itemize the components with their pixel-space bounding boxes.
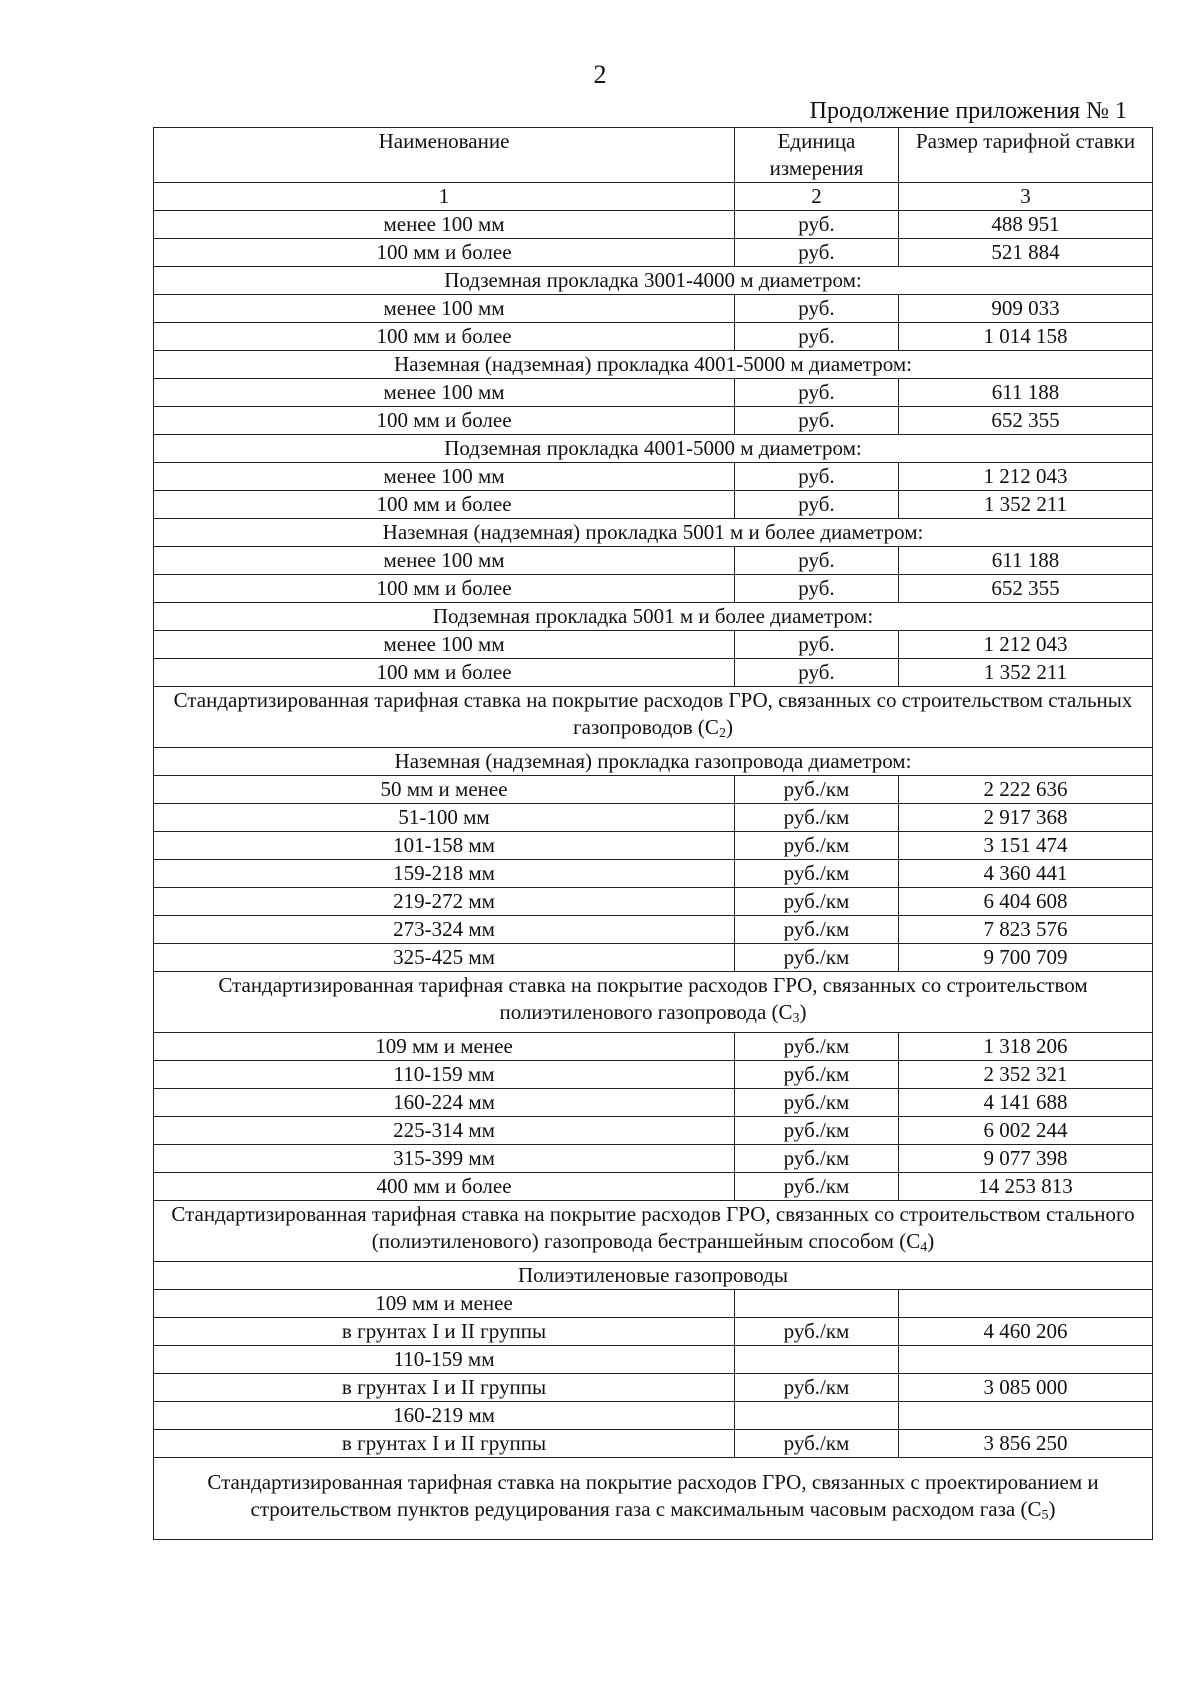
row-value: 1 014 158: [899, 323, 1153, 351]
section-row: [154, 1262, 1153, 1290]
row-unit: руб./км: [735, 1173, 899, 1201]
row-value: 4 141 688: [899, 1089, 1153, 1117]
row-value: 9 077 398: [899, 1145, 1153, 1173]
row-value: 611 188: [899, 547, 1153, 575]
row-value: 1 318 206: [899, 1033, 1153, 1061]
table-row: [154, 211, 1153, 239]
row-unit: руб./км: [735, 944, 899, 972]
section-heading: [154, 1458, 1153, 1540]
row-name: менее 100 мм: [154, 295, 735, 323]
row-value: [899, 1290, 1153, 1318]
row-value: 652 355: [899, 575, 1153, 603]
table-row: [154, 832, 1153, 860]
row-name: менее 100 мм: [154, 463, 735, 491]
row-name: 100 мм и более: [154, 659, 735, 687]
row-unit: руб.: [735, 491, 899, 519]
section-text: Стандартизированная тарифная ставка на покрытие расходов ГРО, связанных со строительством стальных газопроводов (С: [173, 688, 1133, 739]
row-unit: руб./км: [735, 888, 899, 916]
table-row: [154, 239, 1153, 267]
row-name: 50 мм и менее: [154, 776, 735, 804]
row-name: 325-425 мм: [154, 944, 735, 972]
row-unit: руб./км: [735, 776, 899, 804]
section-row: [154, 748, 1153, 776]
section-tail: ): [725, 715, 733, 739]
column-number: 3: [899, 183, 1153, 211]
section-row: [154, 519, 1153, 547]
section-text: Стандартизированная тарифная ставка на покрытие расходов ГРО, связанных со строительством стального (полиэтиленового) газопровода бестраншейным способом (С: [171, 1202, 1135, 1253]
table-row: [154, 916, 1153, 944]
table-row: [154, 1145, 1153, 1173]
table-row: [154, 944, 1153, 972]
section-heading: [154, 687, 1153, 748]
table-row: [154, 804, 1153, 832]
row-unit: руб./км: [735, 804, 899, 832]
section-text: Подземная прокладка 5001 м и более диаметром:: [432, 604, 874, 628]
section-text: Полиэтиленовые газопроводы: [518, 1263, 788, 1287]
row-value: 1 352 211: [899, 491, 1153, 519]
row-unit: руб.: [735, 379, 899, 407]
section-tail: ): [927, 1229, 935, 1253]
row-name: 109 мм и менее: [154, 1033, 735, 1061]
row-unit: руб.: [735, 323, 899, 351]
continuation-label: Продолжение приложения № 1: [809, 98, 1127, 124]
column-number-row: [154, 183, 1153, 211]
table-row: [154, 1402, 1153, 1430]
row-value: 4 460 206: [899, 1318, 1153, 1346]
row-name: 159-218 мм: [154, 860, 735, 888]
row-value: 1 352 211: [899, 659, 1153, 687]
section-heading: [154, 972, 1153, 1033]
section-subscript: 5: [1041, 1507, 1049, 1523]
table-row: [154, 323, 1153, 351]
section-text: Подземная прокладка 3001-4000 м диаметром:: [444, 268, 862, 292]
table-row: [154, 1430, 1153, 1458]
row-name: 100 мм и более: [154, 407, 735, 435]
header-unit: Единица измерения: [735, 128, 899, 183]
section-heading: [154, 519, 1153, 547]
section-text: Стандартизированная тарифная ставка на покрытие расходов ГРО, связанных со строительством полиэтиленового газопровода (С: [218, 973, 1088, 1024]
row-name: 100 мм и более: [154, 491, 735, 519]
table-row: [154, 1290, 1153, 1318]
row-unit: руб./км: [735, 1033, 899, 1061]
section-subscript: 2: [718, 726, 726, 741]
header-name: Наименование: [154, 128, 735, 183]
row-value: 6 404 608: [899, 888, 1153, 916]
row-unit: руб./км: [735, 1318, 899, 1346]
row-name: 315-399 мм: [154, 1145, 735, 1173]
section-heading: [154, 1201, 1153, 1262]
table-row: [154, 860, 1153, 888]
section-subscript: 3: [792, 1011, 800, 1026]
row-name: менее 100 мм: [154, 379, 735, 407]
row-name: менее 100 мм: [154, 547, 735, 575]
row-value: 1 212 043: [899, 631, 1153, 659]
row-unit: руб.: [735, 631, 899, 659]
section-heading: [154, 748, 1153, 776]
row-value: 652 355: [899, 407, 1153, 435]
row-value: 909 033: [899, 295, 1153, 323]
table-row: [154, 1346, 1153, 1374]
row-unit: руб./км: [735, 832, 899, 860]
row-unit: руб./км: [735, 1430, 899, 1458]
section-tail: ): [799, 1000, 807, 1024]
row-unit: руб./км: [735, 860, 899, 888]
section-row: [154, 267, 1153, 295]
row-value: 521 884: [899, 239, 1153, 267]
row-unit: руб.: [735, 407, 899, 435]
row-value: 488 951: [899, 211, 1153, 239]
section-subscript: 4: [920, 1240, 928, 1255]
row-value: 2 917 368: [899, 804, 1153, 832]
row-value: 611 188: [899, 379, 1153, 407]
row-unit: руб.: [735, 547, 899, 575]
table-row: [154, 888, 1153, 916]
row-name: 160-224 мм: [154, 1089, 735, 1117]
row-name: 273-324 мм: [154, 916, 735, 944]
row-value: 3 856 250: [899, 1430, 1153, 1458]
row-unit: руб.: [735, 575, 899, 603]
row-unit: [735, 1290, 899, 1318]
section-row: [154, 687, 1153, 748]
row-value: 7 823 576: [899, 916, 1153, 944]
row-unit: руб.: [735, 659, 899, 687]
row-name: в грунтах I и II группы: [154, 1430, 735, 1458]
row-unit: руб.: [735, 211, 899, 239]
row-unit: [735, 1402, 899, 1430]
row-unit: руб.: [735, 463, 899, 491]
table-row: [154, 1374, 1153, 1402]
row-name: 100 мм и более: [154, 575, 735, 603]
row-name: 110-159 мм: [154, 1346, 735, 1374]
table-row: [154, 1089, 1153, 1117]
table-row: [154, 379, 1153, 407]
column-number: 2: [735, 183, 899, 211]
table-row: [154, 547, 1153, 575]
row-name: 100 мм и более: [154, 239, 735, 267]
row-value: 2 222 636: [899, 776, 1153, 804]
table-row: [154, 407, 1153, 435]
row-unit: руб./км: [735, 1374, 899, 1402]
table-row: [154, 1061, 1153, 1089]
row-value: 6 002 244: [899, 1117, 1153, 1145]
section-row: [154, 972, 1153, 1033]
row-name: 400 мм и более: [154, 1173, 735, 1201]
table-row: [154, 631, 1153, 659]
row-unit: руб.: [735, 239, 899, 267]
section-row: [154, 351, 1153, 379]
row-unit: руб./км: [735, 1061, 899, 1089]
section-text: Стандартизированная тарифная ставка на покрытие расходов ГРО, связанных с проектированием и строительством пунктов редуцирования газа с максимальным часовым расходом газа (С: [207, 1469, 1099, 1521]
row-unit: руб./км: [735, 916, 899, 944]
row-name: 51-100 мм: [154, 804, 735, 832]
row-value: 4 360 441: [899, 860, 1153, 888]
section-text: Наземная (надземная) прокладка 4001-5000 м диаметром:: [394, 352, 912, 376]
table-row: [154, 491, 1153, 519]
section-text: Наземная (надземная) прокладка 5001 м и более диаметром:: [382, 520, 924, 544]
section-row: [154, 435, 1153, 463]
row-name: 219-272 мм: [154, 888, 735, 916]
row-name: 160-219 мм: [154, 1402, 735, 1430]
table-row: [154, 463, 1153, 491]
table-row: [154, 659, 1153, 687]
tariff-table: [153, 127, 1153, 1540]
section-text: Наземная (надземная) прокладка газопровода диаметром:: [394, 749, 912, 773]
row-value: 1 212 043: [899, 463, 1153, 491]
row-unit: руб./км: [735, 1117, 899, 1145]
section-heading: [154, 435, 1153, 463]
row-name: 109 мм и менее: [154, 1290, 735, 1318]
table-row: [154, 1033, 1153, 1061]
page-number: 2: [593, 60, 607, 89]
section-heading: [154, 267, 1153, 295]
table-row: [154, 295, 1153, 323]
row-name: 110-159 мм: [154, 1061, 735, 1089]
column-number: 1: [154, 183, 735, 211]
row-value: 2 352 321: [899, 1061, 1153, 1089]
table-row: [154, 575, 1153, 603]
table-row: [154, 776, 1153, 804]
section-heading: [154, 1262, 1153, 1290]
row-name: 225-314 мм: [154, 1117, 735, 1145]
row-name: 100 мм и более: [154, 323, 735, 351]
row-unit: [735, 1346, 899, 1374]
table-header-row: [154, 128, 1153, 183]
row-value: 9 700 709: [899, 944, 1153, 972]
table-row: [154, 1117, 1153, 1145]
section-heading: [154, 351, 1153, 379]
row-name: 101-158 мм: [154, 832, 735, 860]
row-value: 3 151 474: [899, 832, 1153, 860]
row-value: [899, 1402, 1153, 1430]
section-heading: [154, 603, 1153, 631]
section-row: [154, 1458, 1153, 1540]
table-row: [154, 1318, 1153, 1346]
header-rate: Размер тарифной ставки: [899, 128, 1153, 183]
table-row: [154, 1173, 1153, 1201]
section-text: Подземная прокладка 4001-5000 м диаметром:: [444, 436, 862, 460]
row-name: менее 100 мм: [154, 631, 735, 659]
row-value: 14 253 813: [899, 1173, 1153, 1201]
row-unit: руб.: [735, 295, 899, 323]
row-unit: руб./км: [735, 1145, 899, 1173]
section-tail: ): [1048, 1496, 1056, 1521]
row-name: менее 100 мм: [154, 211, 735, 239]
row-name: в грунтах I и II группы: [154, 1374, 735, 1402]
section-row: [154, 603, 1153, 631]
section-row: [154, 1201, 1153, 1262]
row-unit: руб./км: [735, 1089, 899, 1117]
row-value: 3 085 000: [899, 1374, 1153, 1402]
row-value: [899, 1346, 1153, 1374]
row-name: в грунтах I и II группы: [154, 1318, 735, 1346]
